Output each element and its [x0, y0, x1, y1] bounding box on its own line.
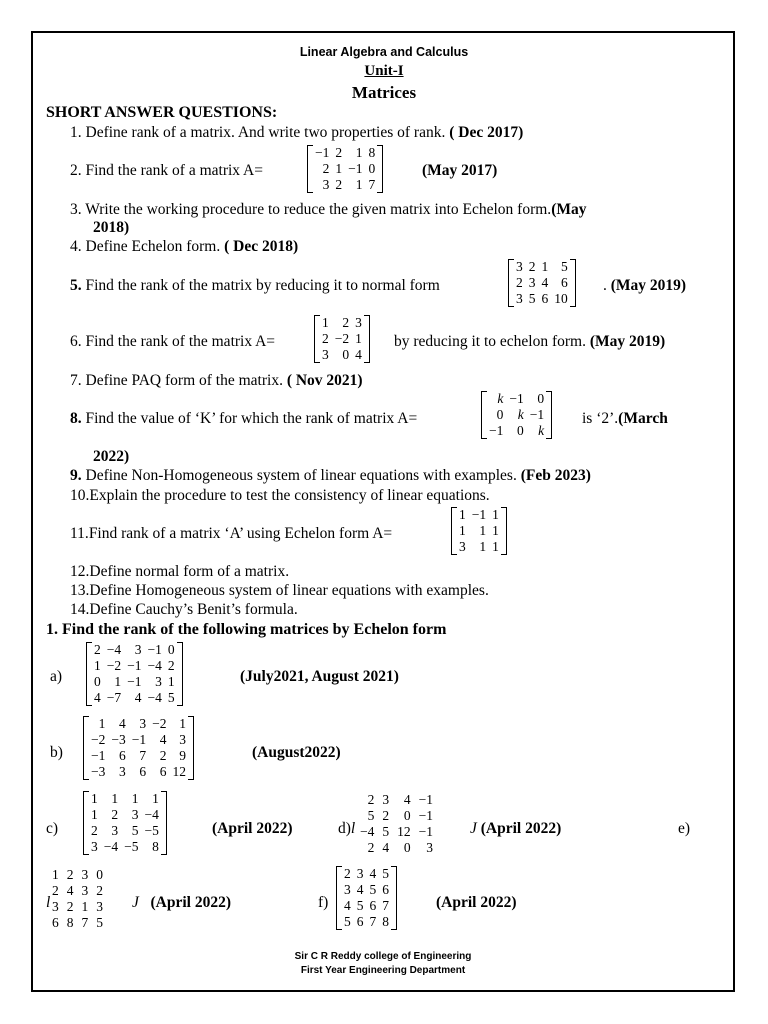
question-1: 1. Define rank of a matrix. And write two properties of rank. ( Dec 2017)	[70, 124, 524, 141]
matrix-row	[486, 391, 547, 407]
matrix-cell: 7	[369, 914, 377, 929]
matrix-cell: −5	[144, 823, 159, 838]
matrix-cell: −1	[147, 642, 162, 657]
matrix-row	[88, 839, 162, 855]
matrix-cell: 3	[96, 899, 103, 914]
unit-title: Unit-I	[364, 63, 404, 79]
part-b-tag: (August2022)	[252, 744, 341, 761]
matrix-cell: 2	[516, 275, 523, 290]
footer-college: Sir C R Reddy college of Engineering	[294, 951, 472, 962]
matrix-cell: 7	[139, 748, 147, 763]
matrix-part-c	[83, 791, 167, 855]
footer-department: First Year Engineering Department	[300, 965, 466, 976]
matrix-row	[88, 764, 189, 780]
matrix-row	[312, 161, 378, 177]
question-3-tag-cont: 2018)	[93, 219, 130, 236]
matrix-cell: 3	[382, 792, 390, 807]
matrix-cell: 6	[561, 275, 568, 290]
matrix-cell: 3	[355, 315, 362, 330]
matrix-cell: 2	[111, 807, 119, 822]
matrix-part-a	[86, 642, 183, 706]
matrix-row	[456, 507, 502, 523]
matrix-cell: 6	[382, 882, 389, 897]
matrix-cell: 3	[322, 347, 329, 362]
matrix-row	[88, 732, 189, 748]
matrix-cell: 4	[119, 716, 126, 731]
matrix-row	[48, 867, 107, 883]
matrix-cell: −4	[106, 642, 122, 657]
matrix-cell: 1	[459, 507, 466, 522]
matrix-row	[513, 259, 571, 275]
matrix-cell: 0	[167, 642, 175, 657]
matrix-cell: 1	[152, 791, 159, 806]
part-d-label: d)l	[338, 820, 356, 837]
matrix-cell: 2	[342, 315, 350, 330]
matrix-cell: 1	[355, 331, 362, 346]
question-4: 4. Define Echelon form. ( Dec 2018)	[70, 238, 299, 255]
matrix-q5	[508, 259, 576, 307]
matrix-cell: 4	[403, 792, 411, 807]
matrix-cell: 2	[52, 883, 59, 898]
matrix-row	[341, 914, 392, 930]
matrix-q8	[481, 391, 552, 439]
matrix-cell: 1	[94, 658, 101, 673]
matrix-cell: 3	[81, 883, 89, 898]
matrix-cell: 7	[368, 177, 376, 192]
subject-title: Linear Algebra and Calculus	[299, 45, 469, 59]
question-12: 12.Define normal form of a matrix.	[70, 563, 290, 580]
question-5: 5. Find the rank of the matrix by reducing it to normal form	[70, 277, 440, 294]
matrix-cell: 2	[367, 792, 375, 807]
matrix-cell: −1	[418, 792, 433, 807]
matrix-cell: −1	[529, 407, 545, 422]
matrix-row	[319, 315, 365, 331]
matrix-cell: k	[538, 423, 545, 438]
part-e-bracket-left: l	[46, 894, 51, 911]
matrix-cell: 8	[152, 839, 159, 854]
matrix-cell: 5	[382, 866, 389, 881]
matrix-cell: 3	[134, 642, 142, 657]
matrix-cell: 1	[111, 791, 119, 806]
matrix-cell: 6	[541, 291, 549, 306]
matrix-cell: −4	[144, 807, 159, 822]
matrix-cell: −1	[348, 161, 363, 176]
matrix-cell: 5	[356, 898, 364, 913]
matrix-cell: 7	[382, 898, 389, 913]
matrix-row	[88, 716, 189, 732]
matrix-cell: 7	[81, 915, 89, 930]
matrix-cell: 2	[66, 899, 74, 914]
matrix-cell: 4	[355, 347, 362, 362]
matrix-cell: 2	[335, 145, 343, 160]
part-d-tag: J (April 2022)	[470, 820, 562, 837]
matrix-cell: 5	[528, 291, 536, 306]
matrix-cell: 3	[179, 732, 186, 747]
matrix-cell: 1	[492, 507, 499, 522]
part-e-label: e)	[678, 820, 691, 837]
matrix-cell: 12	[172, 764, 186, 779]
matrix-cell: 3	[111, 823, 119, 838]
matrix-row	[341, 898, 392, 914]
matrix-cell: −2	[91, 732, 106, 747]
matrix-cell: 2	[159, 748, 167, 763]
matrix-cell: 2	[96, 883, 103, 898]
matrix-q11	[451, 507, 507, 555]
matrix-cell: −1	[418, 808, 433, 823]
matrix-cell: 8	[66, 915, 74, 930]
matrix-row	[91, 658, 178, 674]
matrix-cell: 1	[479, 539, 487, 554]
matrix-cell: 2	[344, 866, 351, 881]
matrix-cell: −4	[147, 658, 162, 673]
question-9: 9. Define Non-Homogeneous system of linear equations with examples. (Feb 2023)	[70, 467, 591, 484]
part-c-tag: (April 2022)	[212, 820, 293, 837]
matrix-cell: −1	[471, 507, 487, 522]
matrix-cell: 6	[159, 764, 167, 779]
matrix-cell: 3	[516, 259, 523, 274]
echelon-heading: 1. Find the rank of the following matrices by Echelon form	[46, 621, 447, 638]
matrix-cell: −1	[509, 391, 524, 406]
matrix-cell: 5	[344, 914, 351, 929]
matrix-cell: 3	[459, 539, 466, 554]
question-6-cont: by reducing it to echelon form. (May 2019)	[394, 333, 666, 350]
matrix-cell: 1	[492, 523, 499, 538]
question-8-tag-cont: 2022)	[93, 448, 130, 465]
matrix-cell: 2	[322, 161, 330, 176]
question-7: 7. Define PAQ form of the matrix. ( Nov 2021)	[70, 372, 363, 389]
matrix-cell: −2	[334, 331, 350, 346]
matrix-cell: 5	[382, 824, 390, 839]
part-c-label: c)	[46, 820, 59, 837]
matrix-cell: 6	[356, 914, 364, 929]
matrix-row	[88, 748, 189, 764]
matrix-row	[513, 291, 571, 307]
question-8: 8. Find the value of ‘K’ for which the rank of matrix A=	[70, 410, 418, 427]
matrix-cell: −2	[152, 716, 167, 731]
matrix-row	[91, 674, 178, 690]
matrix-cell: −1	[91, 748, 106, 763]
matrix-cell: 1	[322, 315, 329, 330]
matrix-q2	[307, 145, 383, 193]
matrix-cell: 1	[91, 791, 98, 806]
matrix-cell: 4	[134, 690, 142, 705]
matrix-part-d	[356, 792, 437, 856]
part-a-label: a)	[50, 668, 63, 685]
matrix-part-f	[336, 866, 397, 930]
short-answer-heading: SHORT ANSWER QUESTIONS:	[46, 104, 278, 121]
matrix-row	[513, 275, 571, 291]
matrix-cell: 3	[356, 866, 364, 881]
question-3: 3. Write the working procedure to reduce the given matrix into Echelon form.(May	[70, 201, 587, 218]
matrix-cell: 4	[541, 275, 549, 290]
matrix-cell: 4	[66, 883, 74, 898]
matrix-cell: 6	[369, 898, 377, 913]
matrix-cell: 5	[167, 690, 175, 705]
matrix-row	[319, 347, 365, 363]
matrix-cell: 8	[382, 914, 389, 929]
matrix-cell: k	[497, 391, 504, 406]
matrix-row	[356, 824, 437, 840]
matrix-cell: 3	[426, 840, 433, 855]
matrix-cell: 6	[119, 748, 126, 763]
matrix-cell: 2	[66, 867, 74, 882]
matrix-cell: 0	[517, 423, 524, 438]
matrix-cell: −4	[360, 824, 375, 839]
matrix-cell: 1	[355, 145, 363, 160]
matrix-row	[91, 642, 178, 658]
matrix-cell: 1	[91, 807, 98, 822]
matrix-cell: 2	[167, 658, 175, 673]
matrix-cell: 2	[322, 331, 329, 346]
question-6: 6. Find the rank of the matrix A=	[70, 333, 276, 350]
question-10: 10.Explain the procedure to test the consistency of linear equations.	[70, 487, 490, 504]
part-e-tag: J (April 2022)	[132, 894, 232, 911]
matrix-cell: −1	[418, 824, 433, 839]
matrix-cell: 2	[528, 259, 536, 274]
matrix-row	[486, 423, 547, 439]
matrix-row	[48, 883, 107, 899]
matrix-cell: 3	[155, 674, 162, 689]
matrix-cell: 3	[139, 716, 147, 731]
matrix-row	[456, 523, 502, 539]
matrix-row	[486, 407, 547, 423]
question-5-tag: . (May 2019)	[603, 277, 687, 294]
matrix-cell: 2	[382, 808, 390, 823]
matrix-cell: 1	[479, 523, 487, 538]
matrix-cell: 3	[81, 867, 89, 882]
matrix-row	[91, 690, 178, 706]
part-a-tag: (July2021, August 2021)	[240, 668, 399, 685]
matrix-cell: 1	[459, 523, 466, 538]
matrix-cell: 5	[96, 915, 103, 930]
matrix-row	[48, 915, 107, 931]
matrix-cell: 6	[139, 764, 147, 779]
matrix-cell: 1	[355, 177, 363, 192]
matrix-cell: 0	[342, 347, 350, 362]
matrix-cell: −1	[489, 423, 504, 438]
matrix-cell: 2	[91, 823, 98, 838]
matrix-row	[88, 791, 162, 807]
matrix-cell: 1	[541, 259, 549, 274]
matrix-cell: −3	[91, 764, 106, 779]
matrix-cell: −3	[111, 732, 126, 747]
matrix-cell: 1	[114, 674, 122, 689]
matrix-cell: 3	[52, 899, 59, 914]
matrix-row	[341, 882, 392, 898]
matrix-cell: k	[517, 407, 524, 422]
matrix-row	[48, 899, 107, 915]
question-13: 13.Define Homogeneous system of linear equations with examples.	[70, 582, 489, 599]
matrix-cell: 8	[368, 145, 376, 160]
matrix-row	[341, 866, 392, 882]
matrix-cell: 4	[369, 866, 377, 881]
matrix-cell: 12	[397, 824, 411, 839]
matrix-cell: 2	[335, 177, 343, 192]
matrix-row	[312, 177, 378, 193]
matrix-cell: −1	[127, 674, 142, 689]
matrix-cell: −5	[124, 839, 139, 854]
question-14: 14.Define Cauchy’s Benit’s formula.	[70, 601, 298, 618]
matrix-cell: 1	[335, 161, 343, 176]
matrix-cell: 6	[52, 915, 59, 930]
matrix-cell: 3	[516, 291, 523, 306]
matrix-cell: 5	[131, 823, 139, 838]
matrix-cell: 0	[96, 867, 103, 882]
matrix-cell: 1	[492, 539, 499, 554]
matrix-part-e	[48, 867, 107, 931]
matrix-cell: 5	[369, 882, 377, 897]
matrix-cell: −1	[315, 145, 330, 160]
matrix-cell: 0	[537, 391, 545, 406]
matrix-cell: 4	[356, 882, 364, 897]
matrix-cell: 4	[159, 732, 167, 747]
question-2-tag: (May 2017)	[422, 162, 498, 179]
matrix-cell: 4	[94, 690, 101, 705]
question-2: 2. Find the rank of a matrix A=	[70, 162, 263, 179]
matrix-cell: −7	[106, 690, 122, 705]
matrix-cell: 2	[367, 840, 375, 855]
matrix-cell: 0	[94, 674, 101, 689]
matrix-cell: −4	[103, 839, 119, 854]
matrix-cell: 1	[52, 867, 59, 882]
part-b-label: b)	[50, 744, 63, 761]
matrix-cell: 0	[403, 840, 411, 855]
part-f-label: f)	[318, 894, 329, 911]
matrix-cell: −4	[147, 690, 162, 705]
matrix-row	[88, 807, 162, 823]
question-8-cont: is ‘2’.(March	[582, 410, 668, 427]
matrix-row	[319, 331, 365, 347]
question-11: 11.Find rank of a matrix ‘A’ using Echelon form A=	[70, 525, 393, 542]
matrix-cell: 3	[119, 764, 126, 779]
matrix-part-b	[83, 716, 194, 780]
matrix-cell: 0	[368, 161, 376, 176]
matrix-cell: 3	[91, 839, 98, 854]
matrix-cell: 0	[403, 808, 411, 823]
part-f-tag: (April 2022)	[436, 894, 517, 911]
matrix-cell: 4	[382, 840, 390, 855]
matrix-cell: 4	[344, 898, 351, 913]
matrix-cell: 3	[131, 807, 139, 822]
matrix-cell: −2	[106, 658, 122, 673]
matrix-row	[356, 808, 437, 824]
matrix-cell: −1	[127, 658, 142, 673]
matrix-cell: 5	[561, 259, 568, 274]
matrix-cell: −1	[131, 732, 147, 747]
matrix-cell: 1	[98, 716, 106, 731]
matrix-cell: 10	[554, 291, 568, 306]
matrix-row	[312, 145, 378, 161]
topic-title: Matrices	[351, 83, 417, 102]
matrix-cell: 1	[131, 791, 139, 806]
matrix-cell: 1	[81, 899, 89, 914]
matrix-cell: 5	[367, 808, 375, 823]
matrix-cell: 3	[528, 275, 536, 290]
matrix-cell: 0	[496, 407, 504, 422]
matrix-row	[356, 840, 437, 856]
matrix-cell: 3	[322, 177, 330, 192]
matrix-row	[356, 792, 437, 808]
matrix-cell: 1	[179, 716, 186, 731]
matrix-row	[88, 823, 162, 839]
matrix-cell: 9	[179, 748, 186, 763]
matrix-cell: 1	[167, 674, 175, 689]
matrix-cell: 2	[94, 642, 101, 657]
matrix-cell: 3	[344, 882, 351, 897]
matrix-row	[456, 539, 502, 555]
matrix-q6	[314, 315, 370, 363]
